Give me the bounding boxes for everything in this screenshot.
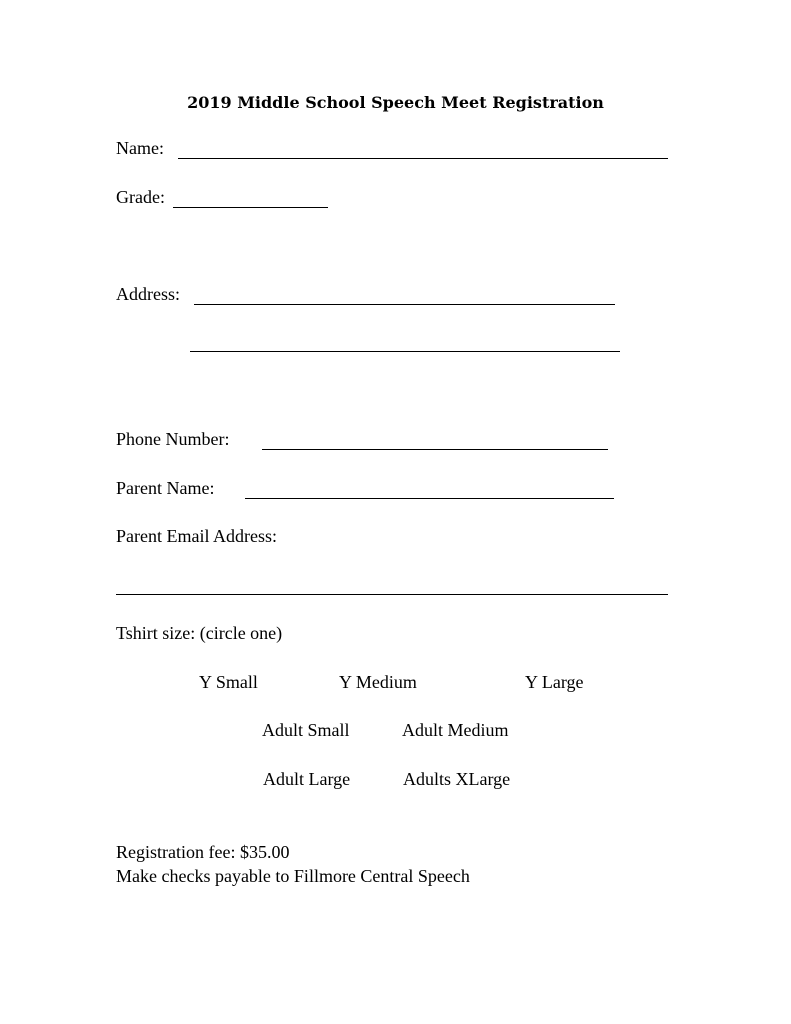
tshirt-option-adult-medium[interactable]: Adult Medium [402, 720, 509, 740]
checks-payable-text: Make checks payable to Fillmore Central Speech [116, 866, 470, 886]
name-field-line[interactable] [178, 158, 668, 159]
page-title: 2019 Middle School Speech Meet Registration [187, 93, 604, 112]
address-line-2[interactable] [190, 351, 620, 352]
address-label: Address: [116, 284, 180, 304]
tshirt-size-label: Tshirt size: (circle one) [116, 623, 283, 643]
tshirt-option-y-large[interactable]: Y Large [525, 672, 584, 692]
parent-email-field-line[interactable] [116, 594, 668, 595]
parent-name-field-line[interactable] [245, 498, 614, 499]
grade-field-line[interactable] [173, 207, 328, 208]
name-label: Name: [116, 138, 164, 158]
tshirt-option-adult-large[interactable]: Adult Large [263, 769, 351, 789]
tshirt-option-adult-small[interactable]: Adult Small [262, 720, 350, 740]
grade-label: Grade: [116, 187, 165, 207]
phone-label: Phone Number: [116, 429, 230, 449]
tshirt-option-adults-xlarge[interactable]: Adults XLarge [403, 769, 511, 789]
tshirt-option-y-small[interactable]: Y Small [199, 672, 258, 692]
parent-email-label: Parent Email Address: [116, 526, 277, 546]
address-line-1[interactable] [194, 304, 615, 305]
phone-field-line[interactable] [262, 449, 608, 450]
tshirt-option-y-medium[interactable]: Y Medium [339, 672, 417, 692]
registration-fee-text: Registration fee: $35.00 [116, 842, 290, 862]
parent-name-label: Parent Name: [116, 478, 215, 498]
